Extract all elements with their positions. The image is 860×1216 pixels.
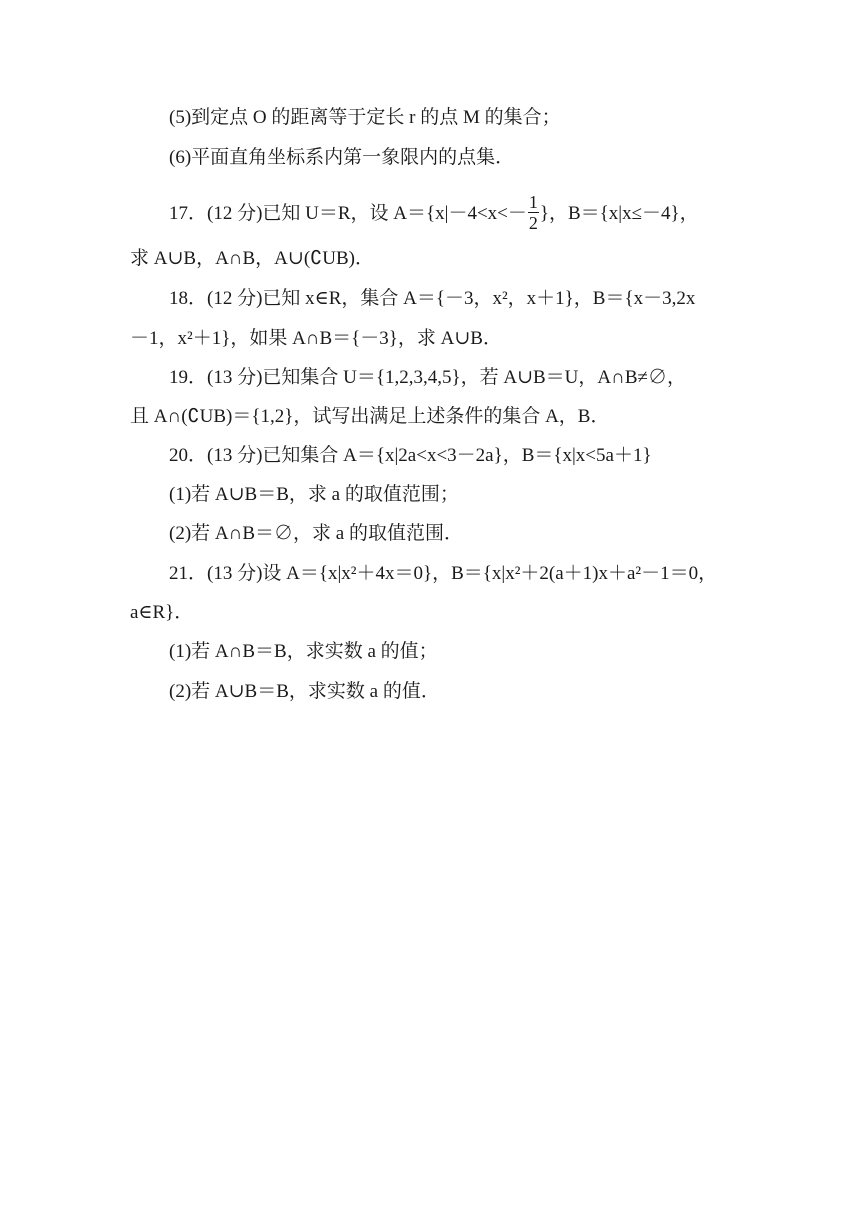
problem-16-item-6: (6)平面直角坐标系内第一象限内的点集． [169,147,515,168]
problem-17-text-b: }，B＝{x|x≤－4}， [539,202,699,224]
problem-16-item-5: (5)到定点 O 的距离等于定长 r 的点 M 的集合； [169,107,561,128]
problem-20-part-2: (2)若 A∩B＝∅，求 a 的取值范围． [169,523,463,544]
problem-18-line-1: 18．(12 分)已知 x∈R，集合 A＝{－3，x²，x＋1}，B＝{x－3,2x [169,288,696,309]
fraction-denominator: 2 [528,213,538,233]
fraction-numerator: 1 [528,192,538,212]
problem-21-line-2: a∈R}． [130,602,194,623]
problem-20-part-1: (1)若 A∪B＝B，求 a 的取值范围； [169,484,459,505]
problem-19-line-2: 且 A∩(∁UB)＝{1,2}，试写出满足上述条件的集合 A，B． [130,406,610,427]
problem-17-line-2: 求 A∪B，A∩B，A∪(∁UB)． [130,248,374,269]
problem-17-text-a: 17．(12 分)已知 U＝R，设 A＝{x|－4<x<－ [169,202,527,224]
problem-21-part-2: (2)若 A∪B＝B，求实数 a 的值． [169,681,440,702]
problem-18-line-2: －1，x²＋1}，如果 A∩B＝{－3}，求 A∪B． [130,328,502,349]
problem-21-part-1: (1)若 A∩B＝B，求实数 a 的值； [169,641,438,662]
problem-21-line-1: 21．(13 分)设 A＝{x|x²＋4x＝0}，B＝{x|x²＋2(a＋1)x＋a²－1＝0， [169,563,718,584]
problem-17-line-1 [169,194,699,235]
problem-19-line-1: 19．(13 分)已知集合 U＝{1,2,3,4,5}，若 A∪B＝U，A∩B≠∅， [169,367,686,388]
fraction-one-half [528,192,539,233]
problem-20-line-1: 20．(13 分)已知集合 A＝{x|2a<x<3－2a}，B＝{x|x<5a＋1} [169,445,652,466]
